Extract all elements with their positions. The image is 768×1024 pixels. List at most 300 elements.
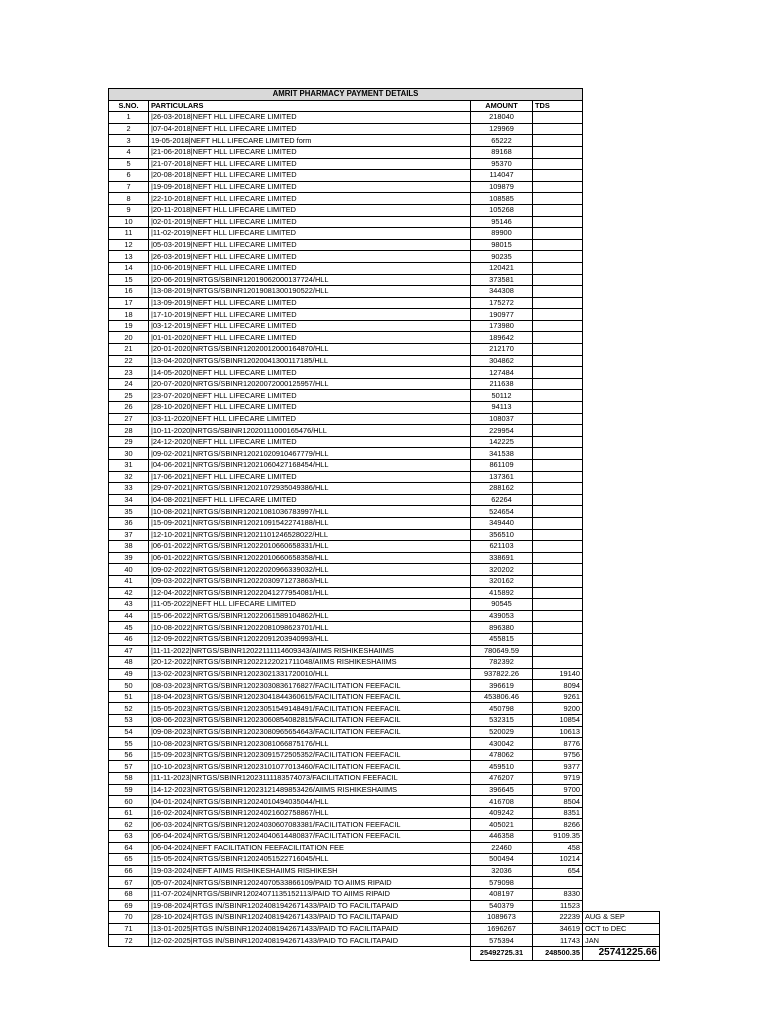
cell-sno: 16 [109, 286, 149, 298]
cell-note [583, 193, 660, 205]
table-row [109, 344, 660, 356]
cell-particulars: |21-06-2018|NEFT HLL LIFECARE LIMITED [149, 146, 471, 158]
cell-particulars: |06-03-2024|NRTGS/SBINR12024030607083381/FACILITATION FEEFACIL [149, 819, 471, 831]
cell-tds: 9377 [533, 761, 583, 773]
cell-particulars: |15-09-2021|NRTGS/SBINR12021091542274188/HLL [149, 517, 471, 529]
table-row [109, 494, 660, 506]
table-row [109, 587, 660, 599]
header-row [109, 100, 660, 112]
cell-tds: 8504 [533, 796, 583, 808]
table-row [109, 193, 660, 205]
cell-note [583, 575, 660, 587]
cell-tds [533, 413, 583, 425]
cell-tds [533, 575, 583, 587]
cell-note [583, 228, 660, 240]
cell-note [583, 796, 660, 808]
cell-sno: 48 [109, 657, 149, 669]
cell-amount: 22460 [471, 842, 533, 854]
cell-sno: 56 [109, 749, 149, 761]
cell-tds [533, 123, 583, 135]
cell-tds [533, 135, 583, 147]
header-sno: S.NO. [109, 100, 149, 112]
cell-amount: 416708 [471, 796, 533, 808]
cell-sno: 26 [109, 402, 149, 414]
cell-particulars: |12-09-2022|NRTGS/SBINR12022091203940993/HLL [149, 633, 471, 645]
cell-sno: 2 [109, 123, 149, 135]
cell-amount: 190977 [471, 309, 533, 321]
cell-tds [533, 367, 583, 379]
cell-note [583, 309, 660, 321]
table-row [109, 123, 660, 135]
cell-sno: 54 [109, 726, 149, 738]
cell-sno: 41 [109, 575, 149, 587]
cell-amount: 524654 [471, 506, 533, 518]
cell-sno: 45 [109, 622, 149, 634]
cell-amount: 89900 [471, 228, 533, 240]
cell-particulars: |02-01-2019|NEFT HLL LIFECARE LIMITED [149, 216, 471, 228]
table-row [109, 332, 660, 344]
table-row [109, 135, 660, 147]
cell-note [583, 599, 660, 611]
cell-sno: 55 [109, 738, 149, 750]
table-row [109, 773, 660, 785]
cell-tds: 8094 [533, 680, 583, 692]
cell-particulars: |10-08-2022|NRTGS/SBINR12022081098623701/HLL [149, 622, 471, 634]
cell-tds [533, 320, 583, 332]
cell-particulars: |15-05-2023|NRTGS/SBINR12023051549148491/FACILITATION FEEFACIL [149, 703, 471, 715]
cell-amount: 782392 [471, 657, 533, 669]
cell-note [583, 332, 660, 344]
cell-amount: 98015 [471, 239, 533, 251]
cell-tds [533, 506, 583, 518]
cell-particulars: |28-10-2020|NEFT HLL LIFECARE LIMITED [149, 402, 471, 414]
cell-amount: 415892 [471, 587, 533, 599]
table-row [109, 599, 660, 611]
cell-tds: 8330 [533, 888, 583, 900]
cell-sno: 3 [109, 135, 149, 147]
cell-sno: 44 [109, 610, 149, 622]
cell-note [583, 297, 660, 309]
cell-amount: 500494 [471, 854, 533, 866]
cell-note [583, 541, 660, 553]
table-row [109, 633, 660, 645]
table-row [109, 309, 660, 321]
cell-amount: 105268 [471, 204, 533, 216]
cell-tds [533, 517, 583, 529]
cell-note [583, 355, 660, 367]
table-row [109, 297, 660, 309]
cell-sno: 53 [109, 715, 149, 727]
cell-note [583, 773, 660, 785]
cell-tds [533, 645, 583, 657]
cell-amount: 453806.46 [471, 691, 533, 703]
cell-sno: 72 [109, 935, 149, 947]
cell-note [583, 691, 660, 703]
table-row [109, 517, 660, 529]
cell-note [583, 146, 660, 158]
cell-tds [533, 877, 583, 889]
cell-particulars: 19-05-2018|NEFT HLL LIFECARE LIMITED form [149, 135, 471, 147]
cell-particulars: |15-09-2023|NRTGS/SBINR12023091572505352/FACILITATION FEEFACIL [149, 749, 471, 761]
cell-particulars: |26-03-2019|NEFT HLL LIFECARE LIMITED [149, 251, 471, 263]
cell-note [583, 436, 660, 448]
cell-tds [533, 460, 583, 472]
cell-sno: 9 [109, 204, 149, 216]
table-row [109, 691, 660, 703]
cell-particulars: |19-03-2024|NEFT AIIMS RISHIKESHAIIMS RISHIKESH [149, 865, 471, 877]
cell-particulars: |12-10-2021|NRTGS/SBINR12021101246528022/HLL [149, 529, 471, 541]
cell-particulars: |11-11-2023|NRTGS/SBINR12023111183574073/FACILITATION FEEFACIL [149, 773, 471, 785]
cell-particulars: |10-06-2019|NEFT HLL LIFECARE LIMITED [149, 262, 471, 274]
cell-particulars: |03-12-2019|NEFT HLL LIFECARE LIMITED [149, 320, 471, 332]
cell-note [583, 587, 660, 599]
cell-note [583, 494, 660, 506]
table-row [109, 564, 660, 576]
cell-sno: 21 [109, 344, 149, 356]
cell-amount: 396619 [471, 680, 533, 692]
table-row [109, 552, 660, 564]
cell-sno: 32 [109, 471, 149, 483]
cell-note [583, 448, 660, 460]
table-row [109, 471, 660, 483]
cell-particulars: |23-07-2020|NEFT HLL LIFECARE LIMITED [149, 390, 471, 402]
cell-note [583, 819, 660, 831]
cell-amount: 341538 [471, 448, 533, 460]
cell-particulars: |19-08-2024|RTGS IN/SBINR12024081942671433/PAID TO FACILITAPAID [149, 900, 471, 912]
cell-sno: 38 [109, 541, 149, 553]
cell-sno: 31 [109, 460, 149, 472]
cell-sno: 43 [109, 599, 149, 611]
cell-note [583, 645, 660, 657]
total-amount: 25492725.31 [471, 946, 533, 960]
cell-note [583, 320, 660, 332]
table-row [109, 228, 660, 240]
cell-tds [533, 297, 583, 309]
cell-amount: 1089673 [471, 912, 533, 924]
cell-amount: 62264 [471, 494, 533, 506]
cell-particulars: |09-03-2022|NRTGS/SBINR12022030971273863/HLL [149, 575, 471, 587]
cell-particulars: |26-03-2018|NEFT HLL LIFECARE LIMITED [149, 112, 471, 124]
table-row [109, 622, 660, 634]
cell-amount: 304862 [471, 355, 533, 367]
cell-tds [533, 425, 583, 437]
cell-amount: 229954 [471, 425, 533, 437]
table-row [109, 668, 660, 680]
table-row [109, 842, 660, 854]
cell-particulars: |20-06-2019|NRTGS/SBINR12019062000137724/HLL [149, 274, 471, 286]
totals-row [109, 946, 660, 960]
table-row [109, 703, 660, 715]
table-row [109, 575, 660, 587]
cell-note [583, 251, 660, 263]
cell-tds [533, 390, 583, 402]
cell-particulars: |09-08-2023|NRTGS/SBINR12023080965654643/FACILITATION FEEFACIL [149, 726, 471, 738]
table-row [109, 181, 660, 193]
cell-particulars: |09-02-2021|NRTGS/SBINR12021020910467779/HLL [149, 448, 471, 460]
cell-sno: 58 [109, 773, 149, 785]
table-row [109, 506, 660, 518]
cell-note [583, 170, 660, 182]
table-row [109, 112, 660, 124]
cell-note [583, 367, 660, 379]
cell-note [583, 900, 660, 912]
cell-sno: 7 [109, 181, 149, 193]
cell-sno: 4 [109, 146, 149, 158]
payment-table [108, 88, 660, 961]
cell-amount: 288162 [471, 483, 533, 495]
cell-amount: 137361 [471, 471, 533, 483]
table-row [109, 262, 660, 274]
cell-note [583, 807, 660, 819]
cell-particulars: |17-06-2021|NEFT HLL LIFECARE LIMITED [149, 471, 471, 483]
cell-note [583, 633, 660, 645]
cell-tds [533, 204, 583, 216]
cell-amount: 373581 [471, 274, 533, 286]
cell-sno: 63 [109, 831, 149, 843]
cell-amount: 430042 [471, 738, 533, 750]
cell-sno: 19 [109, 320, 149, 332]
cell-particulars: |12-02-2025|RTGS IN/SBINR12024081942671433/PAID TO FACILITAPAID [149, 935, 471, 947]
table-row [109, 170, 660, 182]
cell-amount: 446358 [471, 831, 533, 843]
cell-amount: 127484 [471, 367, 533, 379]
table-row [109, 204, 660, 216]
cell-amount: 349440 [471, 517, 533, 529]
cell-note [583, 460, 660, 472]
cell-particulars: |14-12-2023|NRTGS/SBINR12023121489853426/AIIMS RISHIKESHAIIMS [149, 784, 471, 796]
table-row [109, 158, 660, 170]
cell-particulars: |01-01-2020|NEFT HLL LIFECARE LIMITED [149, 332, 471, 344]
cell-amount: 65222 [471, 135, 533, 147]
cell-amount: 109879 [471, 181, 533, 193]
cell-tds [533, 541, 583, 553]
cell-tds: 19140 [533, 668, 583, 680]
cell-particulars: |12-04-2022|NRTGS/SBINR12022041277954081/HLL [149, 587, 471, 599]
table-row [109, 483, 660, 495]
cell-note [583, 390, 660, 402]
cell-sno: 12 [109, 239, 149, 251]
cell-sno: 71 [109, 923, 149, 935]
header-particulars: PARTICULARS [149, 100, 471, 112]
cell-sno: 40 [109, 564, 149, 576]
table-row [109, 888, 660, 900]
table-row [109, 738, 660, 750]
cell-note [583, 888, 660, 900]
cell-sno: 28 [109, 425, 149, 437]
cell-tds [533, 286, 583, 298]
cell-note: AUG & SEP [583, 912, 660, 924]
table-row [109, 541, 660, 553]
cell-note [583, 738, 660, 750]
cell-tds [533, 332, 583, 344]
cell-amount: 532315 [471, 715, 533, 727]
cell-amount: 114047 [471, 170, 533, 182]
cell-note [583, 842, 660, 854]
cell-amount: 108585 [471, 193, 533, 205]
cell-amount: 108037 [471, 413, 533, 425]
cell-tds [533, 146, 583, 158]
cell-particulars: |16-02-2024|NRTGS/SBINR12024021602758867/HLL [149, 807, 471, 819]
cell-tds [533, 402, 583, 414]
cell-particulars: |11-07-2024|NRTGS/SBINR12024071135152113/PAID TO AIIMS RIPAID [149, 888, 471, 900]
cell-sno: 1 [109, 112, 149, 124]
table-row [109, 355, 660, 367]
cell-sno: 27 [109, 413, 149, 425]
cell-amount: 50112 [471, 390, 533, 402]
table-row [109, 413, 660, 425]
cell-sno: 34 [109, 494, 149, 506]
cell-tds [533, 251, 583, 263]
table-row [109, 807, 660, 819]
table-row [109, 251, 660, 263]
cell-particulars: |29-07-2021|NRTGS/SBINR12021072935049386/HLL [149, 483, 471, 495]
cell-particulars: |20-12-2022|NRTGS/SBINR12022122021711048/AIIMS RISHIKESHAIIMS [149, 657, 471, 669]
table-row [109, 320, 660, 332]
cell-tds [533, 610, 583, 622]
cell-particulars: |07-04-2018|NEFT HLL LIFECARE LIMITED [149, 123, 471, 135]
total-tds: 248500.35 [533, 946, 583, 960]
cell-note [583, 239, 660, 251]
table-row [109, 935, 660, 947]
table-row [109, 923, 660, 935]
cell-tds [533, 633, 583, 645]
cell-amount: 478062 [471, 749, 533, 761]
cell-sno: 13 [109, 251, 149, 263]
cell-amount: 95370 [471, 158, 533, 170]
cell-amount: 621103 [471, 541, 533, 553]
cell-sno: 5 [109, 158, 149, 170]
cell-amount: 396645 [471, 784, 533, 796]
cell-particulars: |20-07-2020|NRTGS/SBINR12020072000125957/HLL [149, 378, 471, 390]
cell-sno: 18 [109, 309, 149, 321]
cell-tds: 9700 [533, 784, 583, 796]
cell-amount: 405021 [471, 819, 533, 831]
table-row [109, 784, 660, 796]
cell-note [583, 529, 660, 541]
cell-tds [533, 622, 583, 634]
cell-tds [533, 483, 583, 495]
cell-note [583, 622, 660, 634]
cell-amount: 320162 [471, 575, 533, 587]
cell-tds [533, 355, 583, 367]
cell-tds [533, 471, 583, 483]
cell-amount: 861109 [471, 460, 533, 472]
cell-amount: 408197 [471, 888, 533, 900]
cell-note [583, 471, 660, 483]
cell-amount: 142225 [471, 436, 533, 448]
cell-sno: 60 [109, 796, 149, 808]
cell-sno: 59 [109, 784, 149, 796]
table-row [109, 831, 660, 843]
cell-sno: 61 [109, 807, 149, 819]
cell-tds [533, 436, 583, 448]
cell-particulars: |22-10-2018|NEFT HLL LIFECARE LIMITED [149, 193, 471, 205]
cell-amount: 1696267 [471, 923, 533, 935]
cell-sno: 62 [109, 819, 149, 831]
cell-sno: 67 [109, 877, 149, 889]
cell-amount: 439053 [471, 610, 533, 622]
table-row [109, 610, 660, 622]
cell-particulars: |13-01-2025|RTGS IN/SBINR12024081942671433/PAID TO FACILITAPAID [149, 923, 471, 935]
cell-particulars: |06-01-2022|NRTGS/SBINR12022010660658358/HLL [149, 552, 471, 564]
table-row [109, 819, 660, 831]
cell-particulars: |18-04-2023|NRTGS/SBINR12023041844360615/FACILITATION FEEFACIL [149, 691, 471, 703]
table-row [109, 274, 660, 286]
table-row [109, 425, 660, 437]
cell-note [583, 112, 660, 124]
cell-amount: 95146 [471, 216, 533, 228]
cell-sno: 39 [109, 552, 149, 564]
cell-tds [533, 599, 583, 611]
cell-amount: 212170 [471, 344, 533, 356]
cell-particulars: |15-05-2024|NRTGS/SBINR12024051522716045/HLL [149, 854, 471, 866]
cell-amount: 459510 [471, 761, 533, 773]
cell-particulars: |10-10-2023|NRTGS/SBINR12023101077013460/FACILITATION FEEFACIL [149, 761, 471, 773]
cell-note: OCT to DEC [583, 923, 660, 935]
cell-amount: 455815 [471, 633, 533, 645]
cell-sno: 17 [109, 297, 149, 309]
cell-tds [533, 193, 583, 205]
cell-note [583, 344, 660, 356]
table-row [109, 645, 660, 657]
cell-particulars: |09-02-2022|NRTGS/SBINR12022020966339032/HLL [149, 564, 471, 576]
cell-amount: 937822.26 [471, 668, 533, 680]
table-row [109, 900, 660, 912]
cell-amount: 476207 [471, 773, 533, 785]
cell-tds: 34619 [533, 923, 583, 935]
cell-amount: 120421 [471, 262, 533, 274]
payment-sheet [108, 88, 660, 961]
cell-particulars: |21-07-2018|NEFT HLL LIFECARE LIMITED [149, 158, 471, 170]
cell-tds: 458 [533, 842, 583, 854]
cell-tds: 654 [533, 865, 583, 877]
cell-sno: 15 [109, 274, 149, 286]
cell-note [583, 402, 660, 414]
cell-tds: 8776 [533, 738, 583, 750]
table-row [109, 854, 660, 866]
cell-note [583, 784, 660, 796]
cell-note [583, 123, 660, 135]
cell-amount: 90235 [471, 251, 533, 263]
cell-tds [533, 216, 583, 228]
cell-tds [533, 239, 583, 251]
cell-tds [533, 552, 583, 564]
cell-sno: 52 [109, 703, 149, 715]
cell-tds [533, 494, 583, 506]
cell-amount: 129969 [471, 123, 533, 135]
cell-particulars: |20-11-2018|NEFT HLL LIFECARE LIMITED [149, 204, 471, 216]
cell-sno: 57 [109, 761, 149, 773]
cell-note [583, 865, 660, 877]
table-row [109, 436, 660, 448]
cell-sno: 46 [109, 633, 149, 645]
cell-amount: 189642 [471, 332, 533, 344]
cell-sno: 51 [109, 691, 149, 703]
cell-amount: 32036 [471, 865, 533, 877]
table-row [109, 749, 660, 761]
cell-particulars: |05-07-2024|NRTGS/SBINR12024070533866109/PAID TO AIIMS RIPAID [149, 877, 471, 889]
cell-tds [533, 274, 583, 286]
cell-sno: 30 [109, 448, 149, 460]
cell-sno: 11 [109, 228, 149, 240]
cell-note [583, 877, 660, 889]
cell-amount: 409242 [471, 807, 533, 819]
cell-amount: 173980 [471, 320, 533, 332]
cell-particulars: |03-11-2020|NEFT HLL LIFECARE LIMITED [149, 413, 471, 425]
table-row [109, 529, 660, 541]
grand-total: 25741225.66 [583, 946, 660, 960]
cell-sno: 50 [109, 680, 149, 692]
